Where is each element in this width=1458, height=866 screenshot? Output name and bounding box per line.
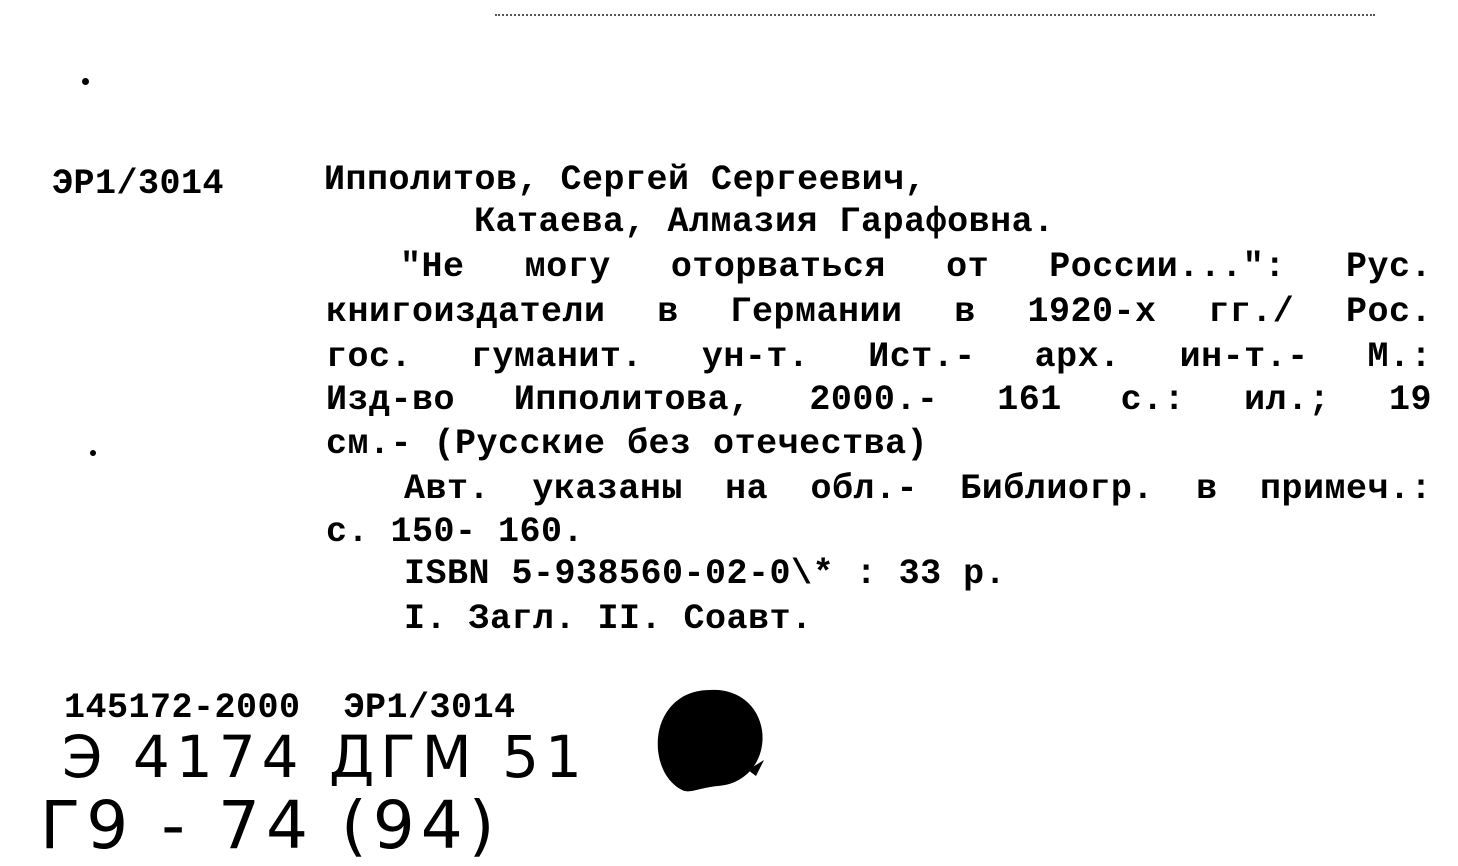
coauthor-line: Катаева, Алмазия Гарафовна. (474, 202, 1055, 242)
bottom-printed-numbers: 145172-2000 ЭР1/3014 (64, 688, 516, 728)
scan-speck (90, 450, 96, 456)
title-line-1: "Не могу оторваться от России...": Рус. (400, 247, 1432, 287)
scan-speck (82, 78, 89, 85)
title-last-line: см.- (Русские без отечества) (326, 424, 929, 464)
call-number-top: ЭР1/3014 (52, 164, 225, 204)
handwritten-line-1: Э 4174 ДГМ 51 (62, 723, 588, 791)
title-line-3: гос. гуманит. ун-т. Ист.- арх. ин-т.- М.: (326, 337, 1432, 377)
title-line-2: книгоиздатели в Германии в 1920-х гг./ Рос. (326, 292, 1432, 332)
title-line-4: Изд-во Ипполитова, 2000.- 161 с.: ил.; 19 (326, 380, 1432, 420)
author-line: Ипполитов, Сергей Сергеевич, (324, 160, 927, 200)
punch-hole-blot (652, 686, 772, 796)
handwritten-line-2: Г9 - 74 (94) (40, 787, 501, 864)
isbn-line: ISBN 5-938560-02-0\* : 33 р. (404, 554, 1007, 594)
scan-noise-top (495, 14, 1375, 16)
tracings-line: I. Загл. II. Соавт. (404, 599, 813, 639)
note-line-1: Авт. указаны на обл.- Библиогр. в примеч.: (404, 469, 1432, 509)
note-line-2: с. 150- 160. (326, 512, 585, 552)
